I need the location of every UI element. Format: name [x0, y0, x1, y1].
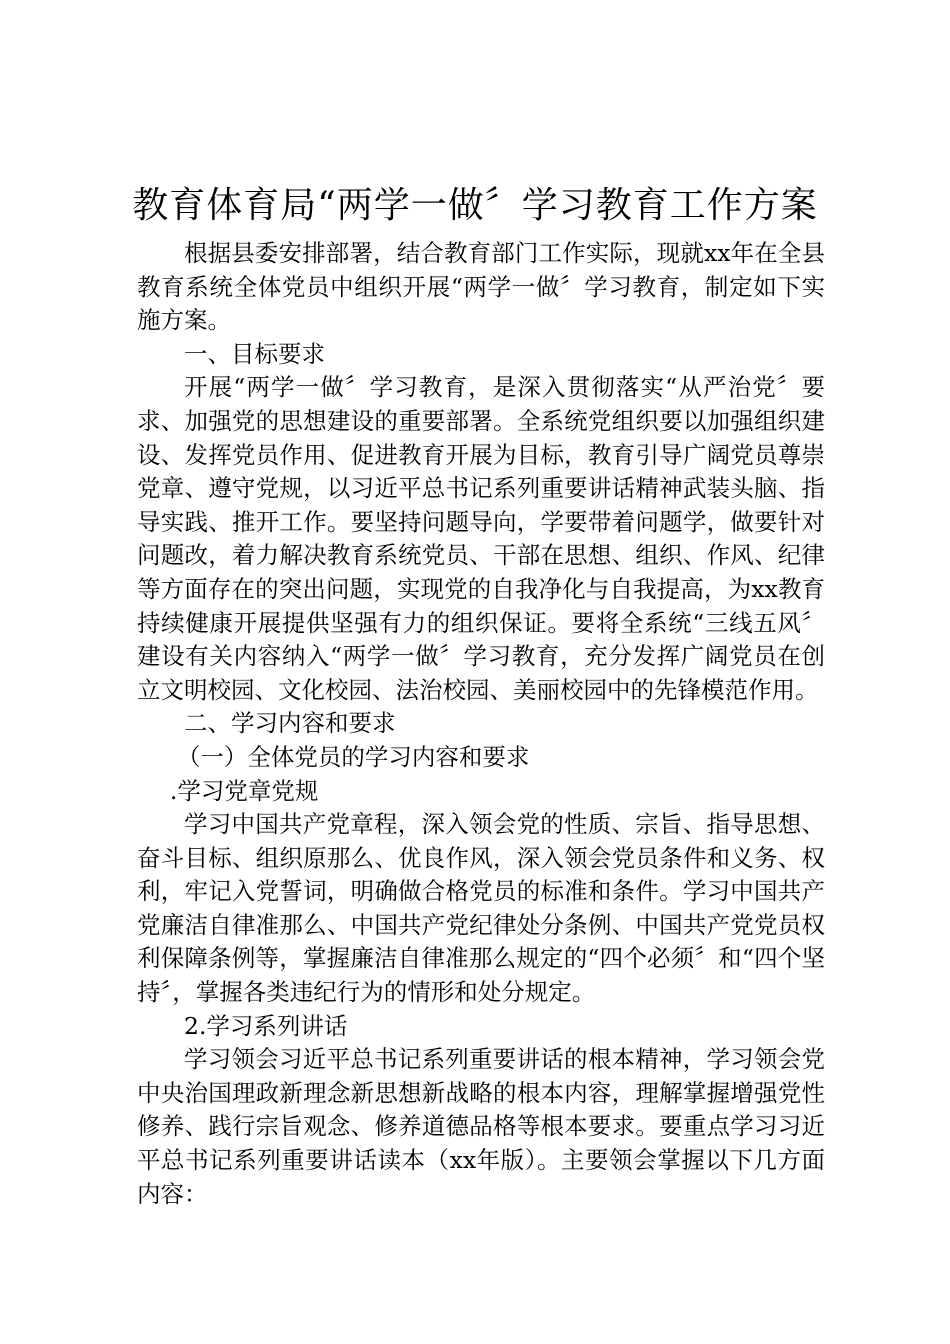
intro-paragraph: 根据县委安排部署，结合教育部门工作实际，现就xx年在全县教育系统全体党员中组织开展“两学一做〞学习教育，制定如下实施方案。 [137, 239, 825, 335]
item-heading-party-rules: .学习党章党规 [169, 776, 319, 805]
section-heading-goals: 一、目标要求 [184, 339, 325, 368]
party-rules-paragraph: 学习中国共产党章程，深入领会党的性质、宗旨、指导思想、奋斗目标、组织原那么、优良作风，深入领会党员条件和义务、权利，牢记入党誓词，明确做合格党员的标准和条件。学习中国共产党廉洁自律准那么、中国共产党纪律处分条例、中国共产党党员权利保障条例等，掌握廉洁自律准那么规定的“四个必须〞和“四个坚持〞，掌握各类违纪行为的情形和处分规定。 [137, 810, 825, 1007]
document-title: 教育体育局“两学一做〞学习教育工作方案 [132, 185, 818, 226]
speeches-paragraph: 学习领会习近平总书记系列重要讲话的根本精神，学习领会党中央治国理政新理念新思想新战略的根本内容，理解掌握增强党性修养、践行宗旨观念、修养道德品格等根本要求。要重点学习习近平总书记系列重要讲话读本（xx年版）。主要领会掌握以下几方面内容： [137, 1045, 825, 1208]
subsection-heading-all-members: （一）全体党员的学习内容和要求 [176, 742, 530, 771]
section-heading-content: 二、学习内容和要求 [184, 709, 396, 738]
item-heading-speeches: 2.学习系列讲话 [184, 1011, 348, 1040]
goals-paragraph: 开展“两学一做〞学习教育，是深入贯彻落实“从严治党〞要求、加强党的思想建设的重要部署。全系统党组织要以加强组织建设、发挥党员作用、促进教育开展为目标，教育引导广阔党员尊崇党章、遵守党规，以习近平总书记系列重要讲话精神武装头脑、指导实践、推开工作。要坚持问题导向，学要带着问题学，做要针对问题改，着力解决教育系统党员、干部在思想、组织、作风、纪律等方面存在的突出问题，实现党的自我净化与自我提高，为xx教育持续健康开展提供坚强有力的组织保证。要将全系统“三线五风〞建设有关内容纳入“两学一做〞学习教育，充分发挥广阔党员在创立文明校园、文化校园、法治校园、美丽校园中的先锋模范作用。 [137, 373, 825, 704]
document-body [137, 237, 825, 1211]
